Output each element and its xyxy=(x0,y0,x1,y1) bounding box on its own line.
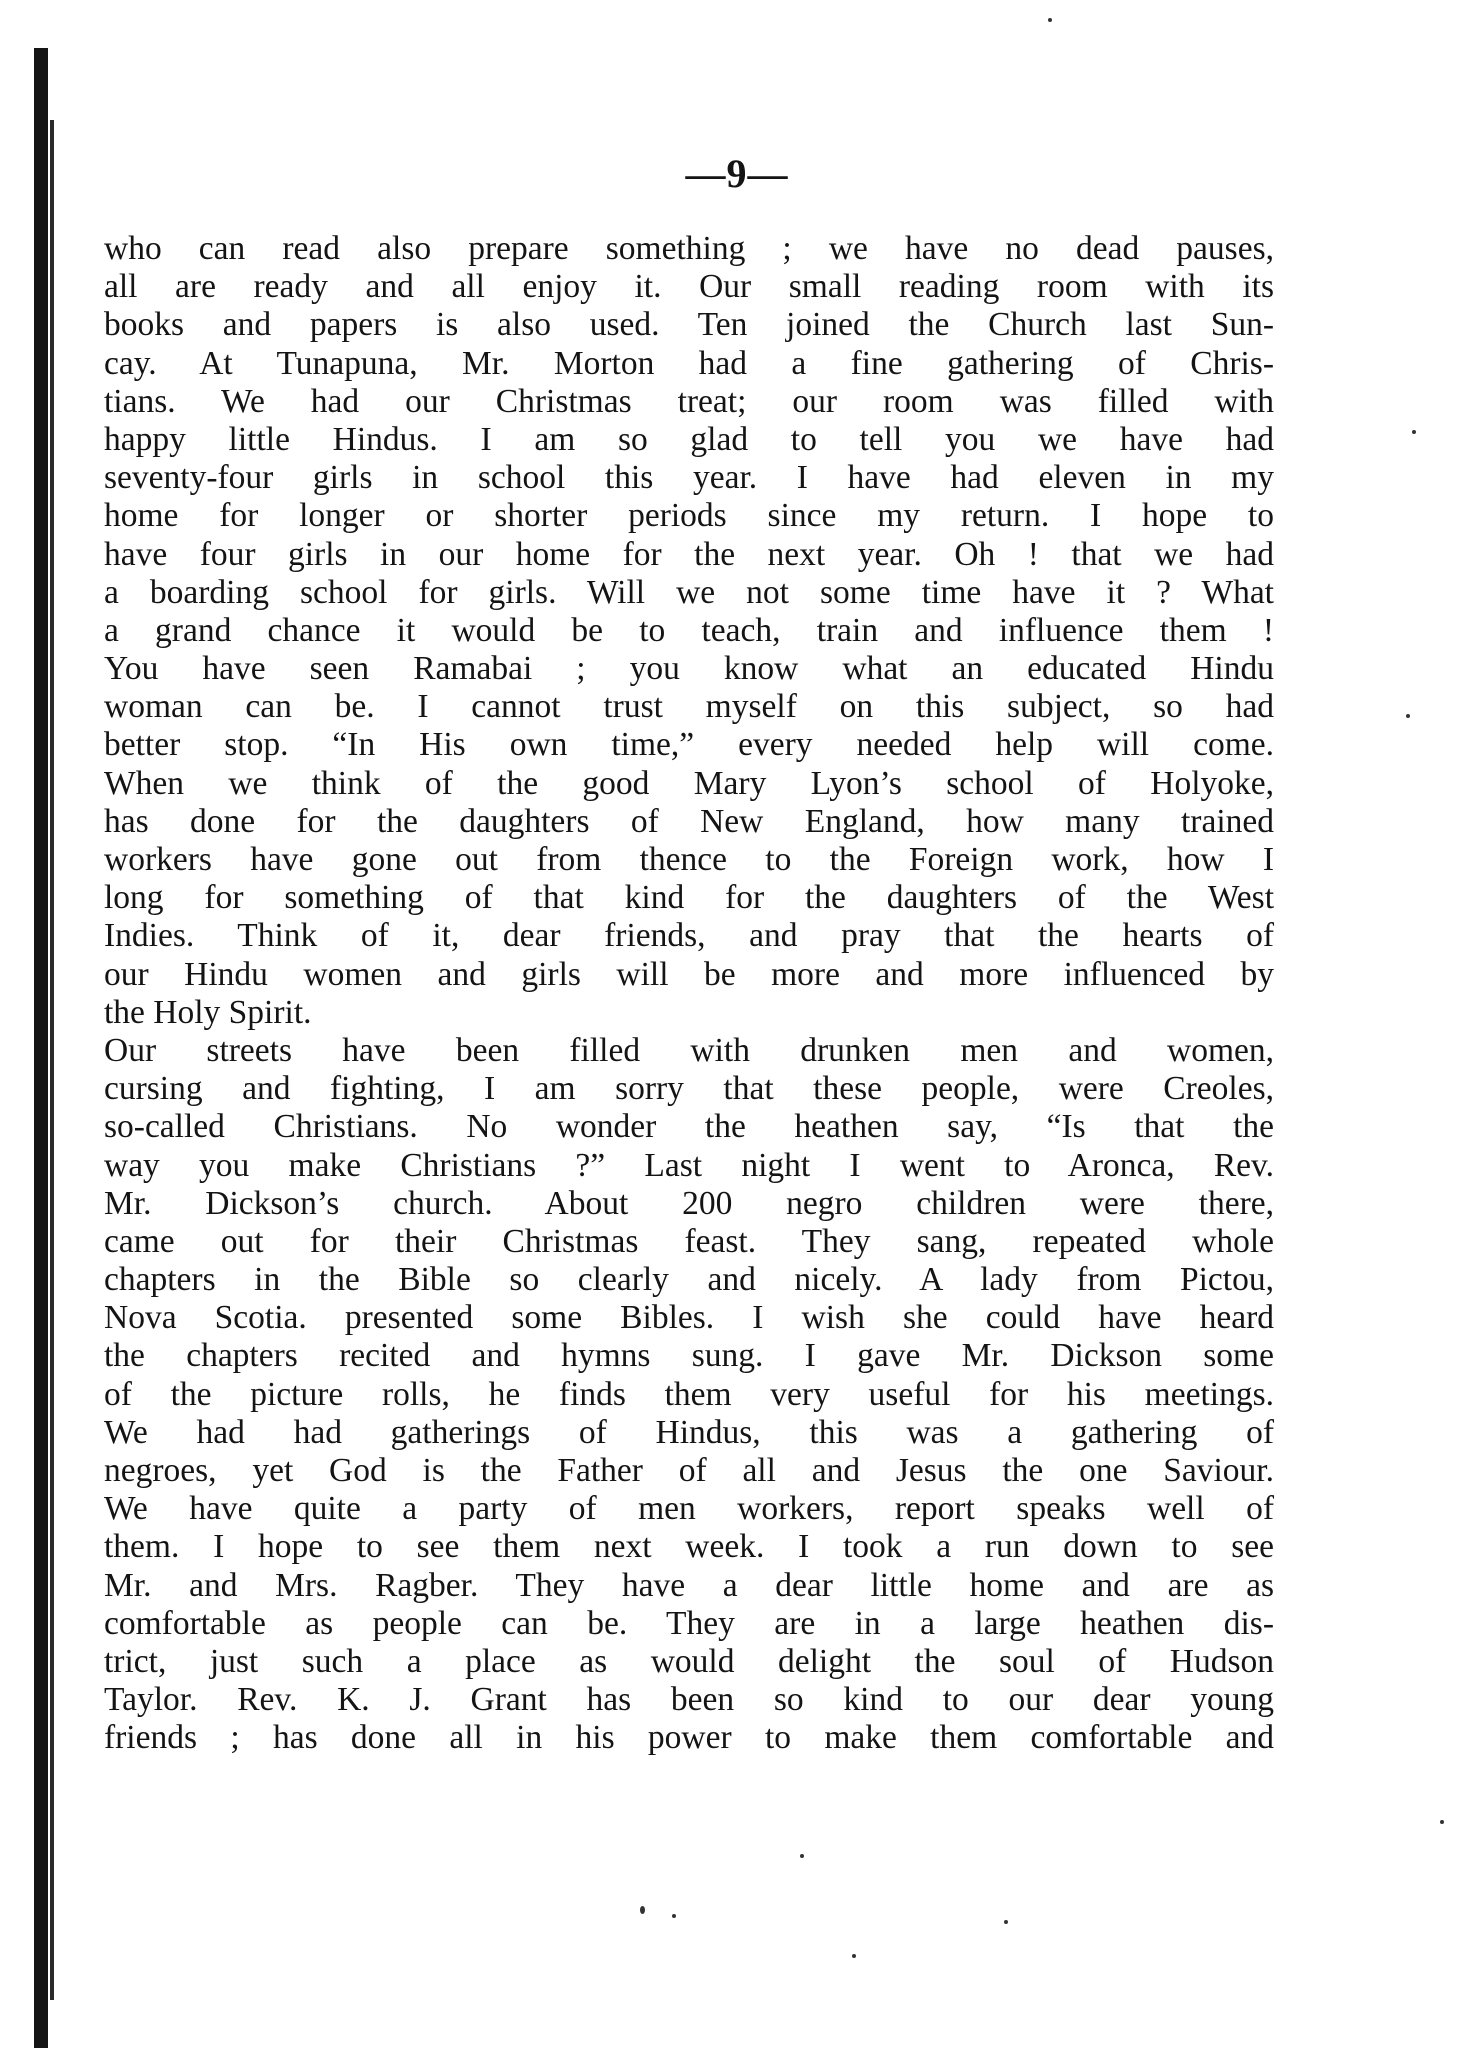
text-line: comfortable as people can be. They are in a large heathen dis- xyxy=(104,1604,1274,1642)
scan-speck xyxy=(800,1854,804,1858)
text-line: We have quite a party of men workers, report speaks well of xyxy=(104,1490,1274,1528)
scan-speck xyxy=(852,1954,856,1958)
text-line: Indies. Think of it, dear friends, and pray that the hearts of xyxy=(104,917,1274,955)
text-line: cay. At Tunapuna, Mr. Morton had a fine gathering of Chris- xyxy=(104,344,1274,382)
text-line: Mr. and Mrs. Ragber. They have a dear little home and are as xyxy=(104,1566,1274,1604)
text-line: the chapters recited and hymns sung. I gave Mr. Dickson some xyxy=(104,1337,1274,1375)
text-line: a grand chance it would be to teach, train and influence them ! xyxy=(104,611,1274,649)
text-line: cursing and fighting, I am sorry that these people, were Creoles, xyxy=(104,1070,1274,1108)
page-number: —9— xyxy=(685,151,789,196)
text-line: friends ; has done all in his power to make them comfortable and xyxy=(104,1719,1274,1757)
text-line: Our streets have been filled with drunken men and women, xyxy=(104,1031,1274,1069)
scan-speck xyxy=(672,1914,676,1918)
text-line: seventy-four girls in school this year. I have had eleven in my xyxy=(104,459,1274,497)
text-line: of the picture rolls, he finds them very useful for his meetings. xyxy=(104,1375,1274,1413)
text-line: tians. We had our Christmas treat; our room was filled with xyxy=(104,382,1274,420)
text-line: the Holy Spirit. xyxy=(104,993,312,1031)
binding-edge xyxy=(34,48,48,2048)
body-text xyxy=(104,230,1274,1758)
scan-speck xyxy=(1440,1820,1444,1824)
scan-speck xyxy=(640,1906,645,1914)
scan-speck xyxy=(1412,430,1416,434)
scan-speck xyxy=(1048,18,1052,22)
text-line: When we think of the good Mary Lyon’s school of Holyoke, xyxy=(104,764,1274,802)
text-line: happy little Hindus. I am so glad to tell you we have had xyxy=(104,420,1274,458)
text-line: You have seen Ramabai ; you know what an educated Hindu xyxy=(104,650,1274,688)
text-line: so-called Christians. No wonder the heathen say, “Is that the xyxy=(104,1108,1274,1146)
text-line: books and papers is also used. Ten joined the Church last Sun- xyxy=(104,306,1274,344)
scan-speck xyxy=(1004,1920,1008,1924)
text-line: home for longer or shorter periods since my return. I hope to xyxy=(104,497,1274,535)
text-line: have four girls in our home for the next year. Oh ! that we had xyxy=(104,535,1274,573)
binding-edge-shadow xyxy=(50,120,54,2000)
text-line: We had had gatherings of Hindus, this was a gathering of xyxy=(104,1413,1274,1451)
text-line: Taylor. Rev. K. J. Grant has been so kind to our dear young xyxy=(104,1681,1274,1719)
scan-speck xyxy=(1406,714,1410,718)
text-line: negroes, yet God is the Father of all and Jesus the one Saviour. xyxy=(104,1452,1274,1489)
text-line: Nova Scotia. presented some Bibles. I wish she could have heard xyxy=(104,1299,1274,1337)
text-line: who can read also prepare something ; we have no dead pauses, xyxy=(104,230,1274,267)
text-line: our Hindu women and girls will be more and more influenced by xyxy=(104,955,1274,993)
text-line: trict, just such a place as would delight the soul of Hudson xyxy=(104,1642,1274,1680)
text-line: long for something of that kind for the daughters of the West xyxy=(104,879,1274,917)
text-line: them. I hope to see them next week. I took a run down to see xyxy=(104,1528,1274,1566)
text-line: has done for the daughters of New England, how many trained xyxy=(104,802,1274,840)
text-line: better stop. “In His own time,” every needed help will come. xyxy=(104,726,1274,764)
text-line: all are ready and all enjoy it. Our small reading room with its xyxy=(104,268,1274,306)
text-line: came out for their Christmas feast. They sang, repeated whole xyxy=(104,1222,1274,1260)
text-line: woman can be. I cannot trust myself on this subject, so had xyxy=(104,688,1274,726)
text-line: way you make Christians ?” Last night I went to Aronca, Rev. xyxy=(104,1146,1274,1184)
text-line: workers have gone out from thence to the Foreign work, how I xyxy=(104,841,1274,878)
text-line: a boarding school for girls. Will we not some time have it ? What xyxy=(104,573,1274,611)
text-line: Mr. Dickson’s church. About 200 negro children were there, xyxy=(104,1184,1274,1222)
text-line: chapters in the Bible so clearly and nicely. A lady from Pictou, xyxy=(104,1261,1274,1299)
